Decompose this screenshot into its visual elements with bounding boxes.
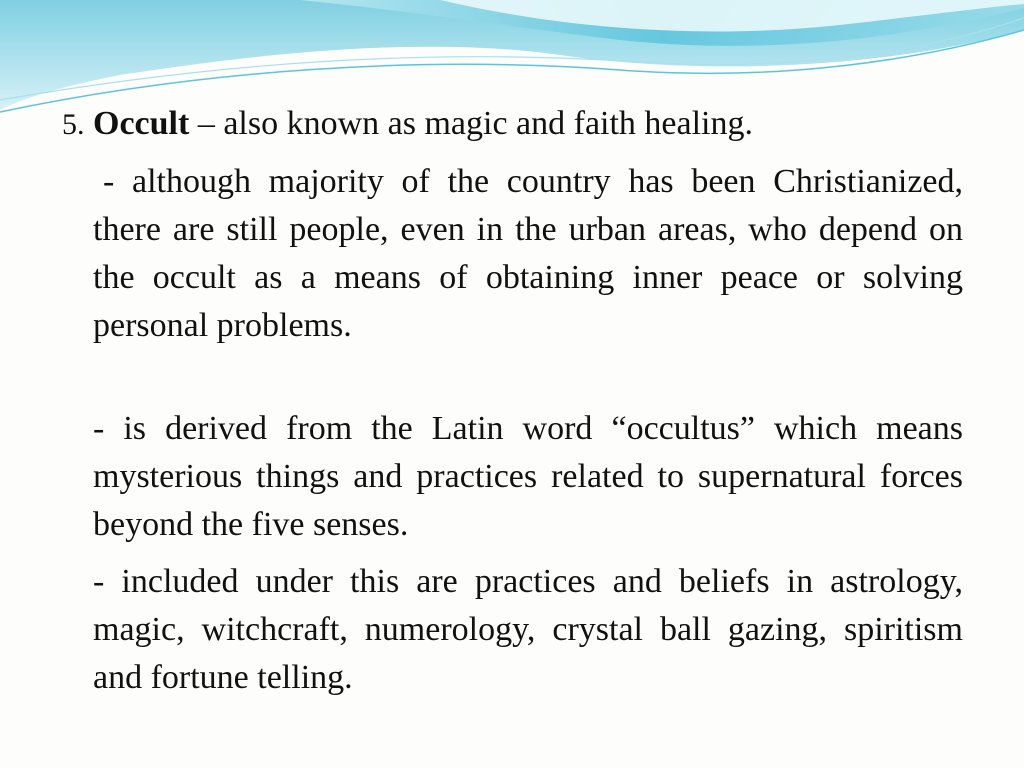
paragraph-practices: - included under this are practices and beliefs in astrology, magic, witchcraft, numerology, crystal ball gazing, spiritism and fortune telling. xyxy=(93,563,963,696)
term-title: Occult xyxy=(93,105,190,142)
paragraph-christianized: - although majority of the country has been Christianized, there are still people, even in the urban areas, who depend on the occult as a means of obtaining inner peace or solving personal problems. xyxy=(93,163,963,344)
term-definition: – also known as magic and faith healing. xyxy=(189,105,754,142)
paragraph-etymology: - is derived from the Latin word “occultus” which means mysterious things and practices related to supernatural forces beyond the five senses. xyxy=(93,410,963,543)
slide-heading xyxy=(62,102,962,147)
item-number: 5. xyxy=(62,108,85,141)
